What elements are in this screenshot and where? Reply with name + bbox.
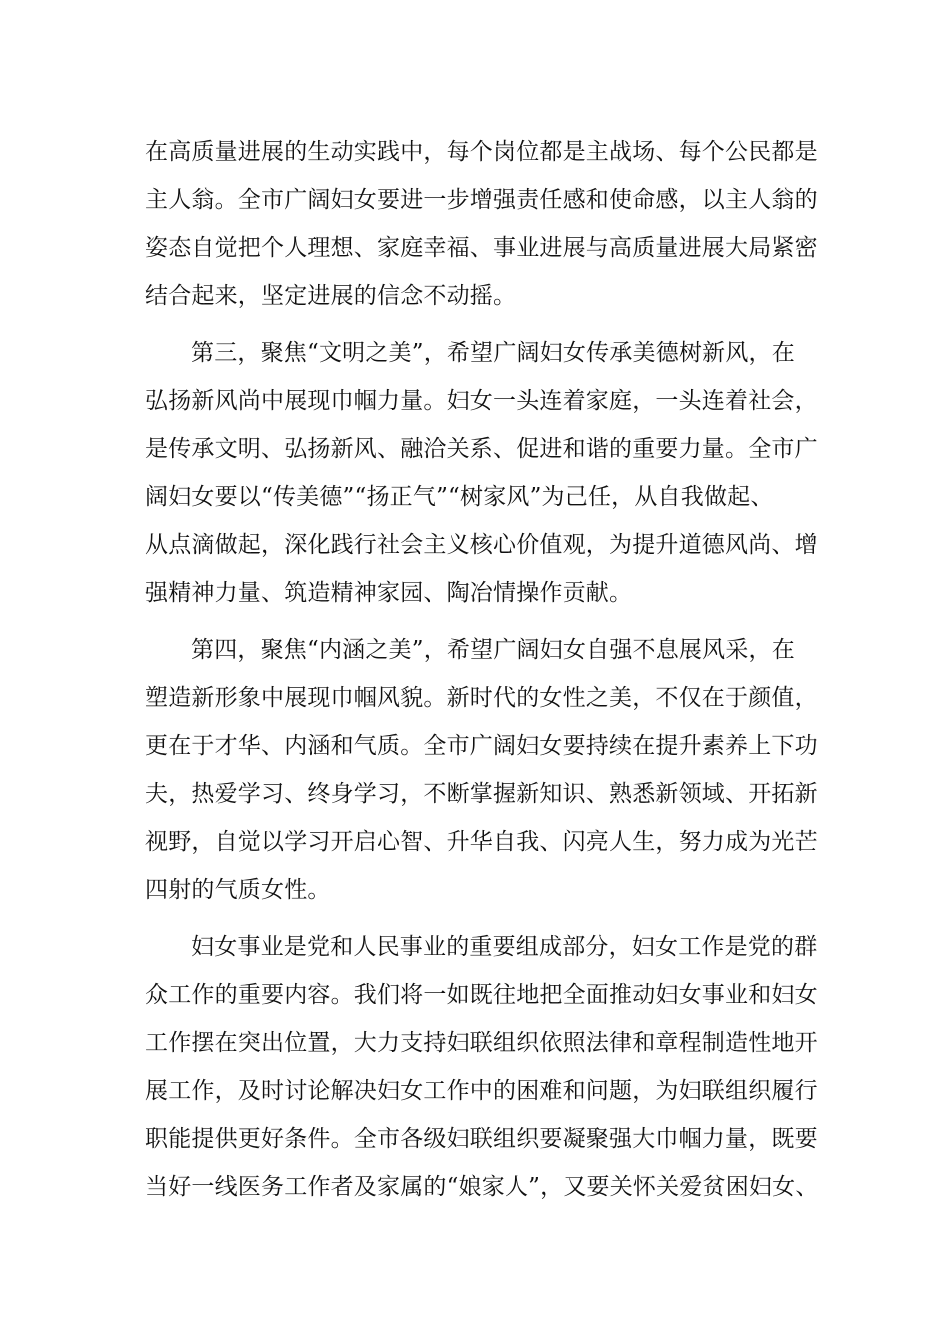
text-line: 结合起来，坚定进展的信念不动摇。 <box>145 283 517 309</box>
paragraph-first-line: 妇女事业是党和人民事业的重要组成部分，妇女工作是党的群 <box>191 934 818 960</box>
text-line: 强精神力量、筑造精神家园、陶冶情操作贡献。 <box>145 580 633 606</box>
text-line: 在高质量进展的生动实践中，每个岗位都是主战场、每个公民都是 <box>145 139 818 165</box>
text-line: 塑造新形象中展现巾帼风貌。新时代的女性之美，不仅在于颜值， <box>145 685 818 711</box>
paragraph-first-line: 第三，聚焦“文明之美”，希望广阔妇女传承美德树新风，在 <box>191 340 795 366</box>
text-line: 视野，自觉以学习开启心智、升华自我、闪亮人生，努力成为光芒 <box>145 829 818 855</box>
text-line: 职能提供更好条件。全市各级妇联组织要凝聚强大巾帼力量，既要 <box>145 1126 818 1152</box>
text-line: 是传承文明、弘扬新风、融洽关系、促进和谐的重要力量。全市广 <box>145 436 818 462</box>
text-line: 众工作的重要内容。我们将一如既往地把全面推动妇女事业和妇女 <box>145 982 818 1008</box>
text-line: 夫，热爱学习、终身学习，不断掌握新知识、熟悉新领域、开拓新 <box>145 781 818 807</box>
text-line: 主人翁。全市广阔妇女要进一步增强责任感和使命感，以主人翁的 <box>145 187 818 213</box>
text-line: 当好一线医务工作者及家属的“娘家人”，又要关怀关爱贫困妇女、 <box>145 1174 819 1200</box>
text-line: 从点滴做起，深化践行社会主义核心价值观，为提升道德风尚、增 <box>145 532 818 558</box>
text-line: 四射的气质女性。 <box>145 877 331 903</box>
text-line: 阔妇女要以“传美德”“扬正气”“树家风”为己任，从自我做起、 <box>145 484 774 510</box>
text-line: 姿态自觉把个人理想、家庭幸福、事业进展与高质量进展大局紧密 <box>145 235 818 261</box>
text-line: 展工作，及时讨论解决妇女工作中的困难和问题，为妇联组织履行 <box>145 1078 818 1104</box>
paragraph-first-line: 第四，聚焦“内涵之美”，希望广阔妇女自强不息展风采，在 <box>191 637 795 663</box>
text-line: 更在于才华、内涵和气质。全市广阔妇女要持续在提升素养上下功 <box>145 733 818 759</box>
text-line: 弘扬新风尚中展现巾帼力量。妇女一头连着家庭，一头连着社会， <box>145 388 818 414</box>
text-line: 工作摆在突出位置，大力支持妇联组织依照法律和章程制造性地开 <box>145 1030 818 1056</box>
